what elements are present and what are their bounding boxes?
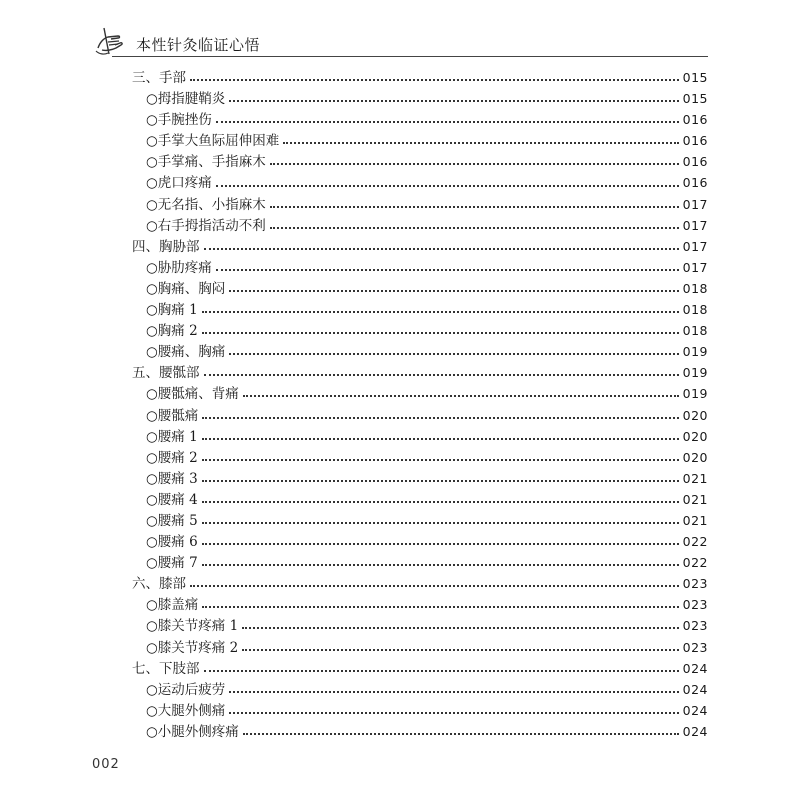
toc-title: ○拇指腱鞘炎 (146, 91, 226, 108)
toc-page-number: 017 (682, 217, 708, 233)
toc-section-row[interactable] (132, 572, 708, 593)
toc-section-row[interactable] (132, 235, 708, 256)
toc-title: 三、手部 (132, 70, 186, 86)
toc-title: ○腰骶痛、背痛 (146, 386, 239, 403)
toc-entry-row[interactable] (132, 488, 708, 509)
toc-title: ○胸痛 1 (146, 302, 198, 319)
toc-title: ○腰痛 5 (146, 512, 198, 529)
dot-leader (202, 310, 679, 313)
toc-page-number: 016 (682, 154, 708, 170)
toc-entry-row[interactable] (132, 720, 708, 741)
toc-page-number: 021 (682, 512, 708, 528)
dot-leader (202, 605, 678, 608)
toc-page-number: 023 (682, 597, 708, 613)
dot-leader (242, 626, 678, 629)
page-number: 002 (92, 757, 120, 772)
toc-entry-row[interactable] (132, 551, 708, 572)
toc-entry-row[interactable] (132, 509, 708, 530)
toc-entry-row[interactable] (132, 340, 708, 361)
toc-entry-row[interactable] (132, 467, 708, 488)
toc-entry-row[interactable] (132, 614, 708, 635)
dot-leader (270, 205, 679, 208)
toc-entry-row[interactable] (132, 678, 708, 699)
dot-leader (243, 732, 679, 735)
toc-title: ○小腿外侧疼痛 (146, 723, 239, 740)
toc-page-number: 017 (682, 238, 708, 254)
dot-leader (216, 120, 679, 123)
toc-entry-row[interactable] (132, 446, 708, 467)
hand-with-acupuncture-needle-icon (94, 24, 128, 56)
toc-title: ○无名指、小指麻木 (146, 196, 266, 213)
dot-leader (216, 184, 679, 187)
toc-entry-row[interactable] (132, 214, 708, 235)
toc-page-number: 024 (682, 723, 708, 739)
toc-title: ○手掌痛、手指麻木 (146, 154, 266, 171)
dot-leader (204, 373, 679, 376)
dot-leader (202, 521, 679, 524)
toc-page-number: 023 (682, 639, 708, 655)
toc-entry-row[interactable] (132, 636, 708, 657)
toc-title: ○右手拇指活动不利 (146, 217, 266, 234)
toc-page-number: 016 (682, 133, 708, 149)
toc-entry-row[interactable] (132, 87, 708, 108)
toc-title: ○腰骶痛 (146, 407, 199, 424)
table-of-contents (132, 66, 708, 741)
dot-leader (242, 648, 678, 651)
toc-page-number: 024 (682, 702, 708, 718)
header-divider (112, 56, 708, 57)
toc-entry-row[interactable] (132, 404, 708, 425)
toc-entry-row[interactable] (132, 150, 708, 171)
toc-page-number: 016 (682, 112, 708, 128)
dot-leader (270, 162, 679, 165)
toc-title: ○胸痛、胸闷 (146, 280, 226, 297)
dot-leader (202, 500, 679, 503)
toc-title: ○腰痛 1 (146, 428, 198, 445)
dot-leader (216, 268, 679, 271)
toc-page-number: 023 (682, 576, 708, 592)
toc-title: 五、腰骶部 (132, 365, 200, 382)
toc-page-number: 018 (682, 323, 708, 339)
toc-entry-row[interactable] (132, 277, 708, 298)
toc-title: ○运动后疲劳 (146, 681, 226, 698)
dot-leader (204, 247, 679, 250)
toc-entry-row[interactable] (132, 593, 708, 614)
toc-page-number: 019 (682, 365, 708, 381)
dot-leader (202, 331, 679, 334)
dot-leader (229, 711, 678, 714)
toc-title: ○腰痛 3 (146, 470, 198, 487)
toc-page-number: 018 (682, 280, 708, 296)
toc-entry-row[interactable] (132, 699, 708, 720)
dot-leader (204, 669, 679, 672)
toc-page-number: 020 (682, 407, 708, 423)
toc-page-number: 021 (682, 470, 708, 486)
toc-entry-row[interactable] (132, 530, 708, 551)
dot-leader (190, 584, 679, 587)
toc-title: ○腰痛、胸痛 (146, 344, 226, 361)
toc-page-number: 023 (682, 618, 708, 634)
toc-title: ○膝关节疼痛 2 (146, 639, 239, 656)
toc-page-number: 020 (682, 428, 708, 444)
toc-title: 七、下肢部 (132, 660, 200, 677)
toc-title: 六、膝部 (132, 576, 186, 593)
toc-title: ○腰痛 7 (146, 555, 198, 572)
toc-title: ○手腕挫伤 (146, 112, 212, 129)
dot-leader (202, 416, 678, 419)
toc-page-number: 015 (682, 70, 708, 85)
dot-leader (229, 352, 678, 355)
toc-title: ○大腿外侧痛 (146, 702, 226, 719)
toc-page-number: 022 (682, 534, 708, 550)
dot-leader (229, 99, 678, 102)
dot-leader (202, 563, 679, 566)
toc-page-number: 022 (682, 555, 708, 571)
dot-leader (202, 542, 679, 545)
dot-leader (283, 141, 678, 144)
toc-page-number: 024 (682, 660, 708, 676)
dot-leader (202, 458, 679, 461)
toc-title: ○腰痛 6 (146, 534, 198, 551)
toc-page-number: 024 (682, 681, 708, 697)
toc-page-number: 017 (682, 259, 708, 275)
toc-entry-row[interactable] (132, 382, 708, 403)
dot-leader (270, 226, 679, 229)
toc-title: ○膝关节疼痛 1 (146, 618, 239, 635)
toc-entry-row[interactable] (132, 319, 708, 340)
toc-entry-row[interactable] (132, 129, 708, 150)
toc-page-number: 017 (682, 196, 708, 212)
toc-page-number: 019 (682, 344, 708, 360)
toc-page-number: 016 (682, 175, 708, 191)
page-header (92, 22, 708, 58)
toc-title: ○手掌大鱼际屈伸困难 (146, 133, 280, 150)
book-title: 本性针灸临证心悟 (136, 36, 261, 54)
toc-title: ○腰痛 2 (146, 449, 198, 466)
toc-entry-row[interactable] (132, 425, 708, 446)
toc-entry-row[interactable] (132, 108, 708, 129)
dot-leader (202, 479, 679, 482)
toc-entry-row[interactable] (132, 193, 708, 214)
toc-page-number: 021 (682, 491, 708, 507)
toc-title: ○胸痛 2 (146, 323, 198, 340)
toc-entry-row[interactable] (132, 171, 708, 192)
dot-leader (229, 690, 678, 693)
toc-title: ○胁肋疼痛 (146, 259, 212, 276)
toc-entry-row[interactable] (132, 256, 708, 277)
toc-section-row[interactable] (132, 361, 708, 382)
toc-page-number: 018 (682, 302, 708, 318)
toc-title: ○虎口疼痛 (146, 175, 212, 192)
toc-page-number: 020 (682, 449, 708, 465)
toc-title: 四、胸胁部 (132, 238, 200, 255)
toc-page-number: 015 (682, 91, 708, 107)
toc-entry-row[interactable] (132, 298, 708, 319)
toc-title: ○腰痛 4 (146, 491, 198, 508)
dot-leader (190, 78, 679, 81)
toc-section-row[interactable] (132, 66, 708, 87)
dot-leader (243, 394, 679, 397)
dot-leader (202, 437, 679, 440)
toc-section-row[interactable] (132, 657, 708, 678)
dot-leader (229, 289, 678, 292)
toc-page-number: 019 (682, 386, 708, 402)
toc-title: ○膝盖痛 (146, 597, 199, 614)
